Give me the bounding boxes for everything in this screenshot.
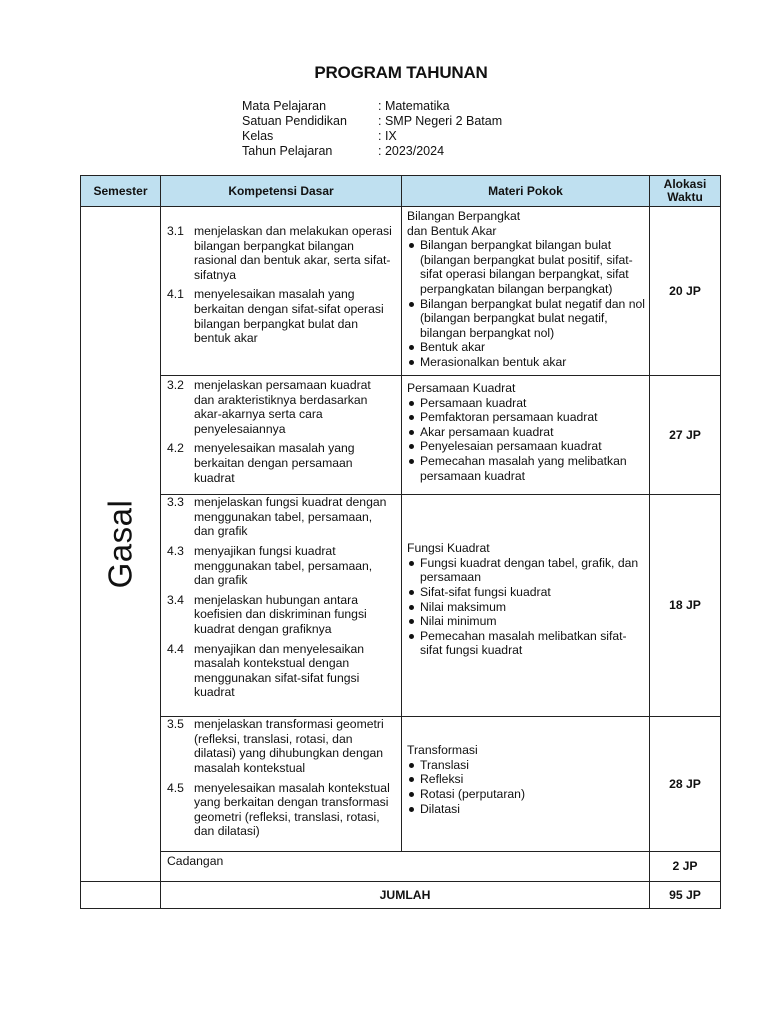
kd-text: menyajikan dan menyelesaikan masalah kontekstual dengan menggunakan sifat-sifat fungsi kuadrat xyxy=(194,641,365,700)
kd-number: 4.1 xyxy=(167,287,184,302)
materi-title: Fungsi Kuadrat xyxy=(407,541,490,556)
kd-cell xyxy=(161,495,402,717)
list-item: Akar persamaan kuadrat xyxy=(407,425,645,440)
kd-item xyxy=(167,781,393,839)
kd-item xyxy=(167,642,393,700)
table-row xyxy=(81,207,721,376)
cadangan-value: 2 JP xyxy=(650,852,721,882)
list-item: Bentuk akar xyxy=(407,340,645,355)
table-row xyxy=(81,376,721,495)
alokasi-cell: 18 JP xyxy=(650,495,721,717)
table-row-total xyxy=(81,882,721,909)
list-item: Refleksi xyxy=(407,772,645,787)
list-item: Pemecahan masalah yang melibatkan persamaan kuadrat xyxy=(407,454,645,483)
kd-number: 4.3 xyxy=(167,543,184,558)
total-label: JUMLAH xyxy=(161,882,650,909)
header-alokasi-waktu xyxy=(650,176,721,207)
document-meta xyxy=(242,99,502,159)
kd-item xyxy=(167,593,393,637)
materi-list xyxy=(407,238,645,369)
materi-list xyxy=(407,396,645,484)
materi-cell xyxy=(402,376,650,495)
alokasi-cell: 28 JP xyxy=(650,717,721,852)
kd-cell xyxy=(161,207,402,376)
kd-cell xyxy=(161,376,402,495)
list-item: Nilai minimum xyxy=(407,614,645,629)
annual-program-table xyxy=(80,175,721,909)
kd-number: 4.2 xyxy=(167,441,184,456)
page-title: PROGRAM TAHUNAN xyxy=(314,63,488,82)
total-spacer xyxy=(81,882,161,909)
header-kompetensi-dasar: Kompetensi Dasar xyxy=(161,176,402,207)
list-item: Translasi xyxy=(407,758,645,773)
meta-value: : IX xyxy=(378,129,397,143)
kd-text: menyelesaikan masalah yang berkaitan dengan persamaan kuadrat xyxy=(194,441,355,485)
meta-label: Kelas xyxy=(242,129,274,143)
meta-value: : Matematika xyxy=(378,99,450,113)
materi-list xyxy=(407,758,645,816)
header-alokasi-line2: Waktu xyxy=(667,190,703,204)
table-row xyxy=(81,717,721,852)
kd-text: menyelesaikan masalah yang berkaitan dengan sifat-sifat operasi bilangan berpangkat bulat dan bentuk akar xyxy=(194,287,384,346)
alokasi-cell: 20 JP xyxy=(650,207,721,376)
list-item: Pemfaktoran persamaan kuadrat xyxy=(407,410,645,425)
header-alokasi-line1: Alokasi xyxy=(663,177,707,191)
list-item: Pemecahan masalah melibatkan sifat-sifat fungsi kuadrat xyxy=(407,629,645,658)
kd-text: menjelaskan hubungan antara koefisien dan diskriminan fungsi kuadrat dengan grafiknya xyxy=(194,592,367,636)
kd-item xyxy=(167,378,393,436)
meta-row-subject xyxy=(242,99,502,114)
list-item: Persamaan kuadrat xyxy=(407,396,645,411)
kd-item xyxy=(167,717,393,775)
kd-text: menyelesaikan masalah kontekstual yang berkaitan dengan transformasi geometri (refleksi, translasi, rotasi, dan dilatasi) xyxy=(194,780,390,839)
list-item: Rotasi (perputaran) xyxy=(407,787,645,802)
list-item: Penyelesaian persamaan kuadrat xyxy=(407,439,645,454)
kd-item xyxy=(167,441,393,485)
list-item: Fungsi kuadrat dengan tabel, grafik, dan persamaan xyxy=(407,556,645,585)
table-row-cadangan xyxy=(81,852,721,882)
table-header-row xyxy=(81,176,721,207)
materi-title: Bilangan Berpangkat xyxy=(407,209,521,223)
header-semester: Semester xyxy=(81,176,161,207)
materi-cell xyxy=(402,495,650,717)
kd-item xyxy=(167,544,393,588)
meta-label: Satuan Pendidikan xyxy=(242,114,347,128)
header-materi-pokok: Materi Pokok xyxy=(402,176,650,207)
kd-number: 4.5 xyxy=(167,780,184,795)
table-row xyxy=(81,495,721,717)
kd-number: 3.1 xyxy=(167,224,184,238)
kd-text: menjelaskan persamaan kuadrat dan arakteristiknya berdasarkan akar-akarnya serta cara penyelesaiannya xyxy=(194,378,371,436)
meta-value: : 2023/2024 xyxy=(378,144,445,158)
kd-item xyxy=(167,224,393,282)
materi-title: Persamaan Kuadrat xyxy=(407,381,516,395)
list-item: Merasionalkan bentuk akar xyxy=(407,355,645,370)
semester-cell xyxy=(81,207,161,882)
kd-text: menjelaskan transformasi geometri (refleksi, translasi, rotasi, dan dilatasi) yang dihubungkan dengan masalah kontekstual xyxy=(194,717,384,775)
cadangan-label: Cadangan xyxy=(161,852,650,882)
kd-number: 3.3 xyxy=(167,495,184,510)
kd-number: 4.4 xyxy=(167,641,184,656)
kd-text: menjelaskan dan melakukan operasi bilangan berpangkat bilangan rasional dan bentuk akar, serta sifat-sifatnya xyxy=(194,224,392,282)
materi-cell xyxy=(402,207,650,376)
materi-cell xyxy=(402,717,650,852)
meta-value: : SMP Negeri 2 Batam xyxy=(378,114,503,128)
kd-cell xyxy=(161,717,402,852)
meta-row-class xyxy=(242,129,502,144)
list-item: Bilangan berpangkat bulat negatif dan nol (bilangan berpangkat bulat negatif, bilangan berpangkat nol) xyxy=(407,297,645,341)
kd-text: menyajikan fungsi kuadrat menggunakan tabel, persamaan, dan grafik xyxy=(194,543,373,588)
list-item: Dilatasi xyxy=(407,802,645,817)
kd-text: menjelaskan fungsi kuadrat dengan menggunakan tabel, persamaan, dan grafik xyxy=(194,495,387,539)
kd-number: 3.2 xyxy=(167,378,184,392)
kd-number: 3.5 xyxy=(167,717,184,732)
list-item: Nilai maksimum xyxy=(407,600,645,615)
materi-title: Transformasi xyxy=(407,743,478,758)
kd-item xyxy=(167,287,393,345)
meta-row-year xyxy=(242,144,502,159)
alokasi-cell: 27 JP xyxy=(650,376,721,495)
list-item: Sifat-sifat fungsi kuadrat xyxy=(407,585,645,600)
meta-row-school xyxy=(242,114,502,129)
total-value: 95 JP xyxy=(650,882,721,909)
list-item: Bilangan berpangkat bilangan bulat (bilangan berpangkat bulat positif, sifat-sifat operasi bilangan berpangkat, sifat perpangkatan bilangan berpangkat) xyxy=(407,238,645,296)
materi-list xyxy=(407,556,645,658)
meta-label: Tahun Pelajaran xyxy=(242,144,333,158)
semester-label: Gasal xyxy=(101,499,139,589)
materi-title-line2: dan Bentuk Akar xyxy=(407,223,497,238)
kd-item xyxy=(167,495,393,539)
meta-label: Mata Pelajaran xyxy=(242,99,327,113)
kd-number: 3.4 xyxy=(167,592,184,607)
